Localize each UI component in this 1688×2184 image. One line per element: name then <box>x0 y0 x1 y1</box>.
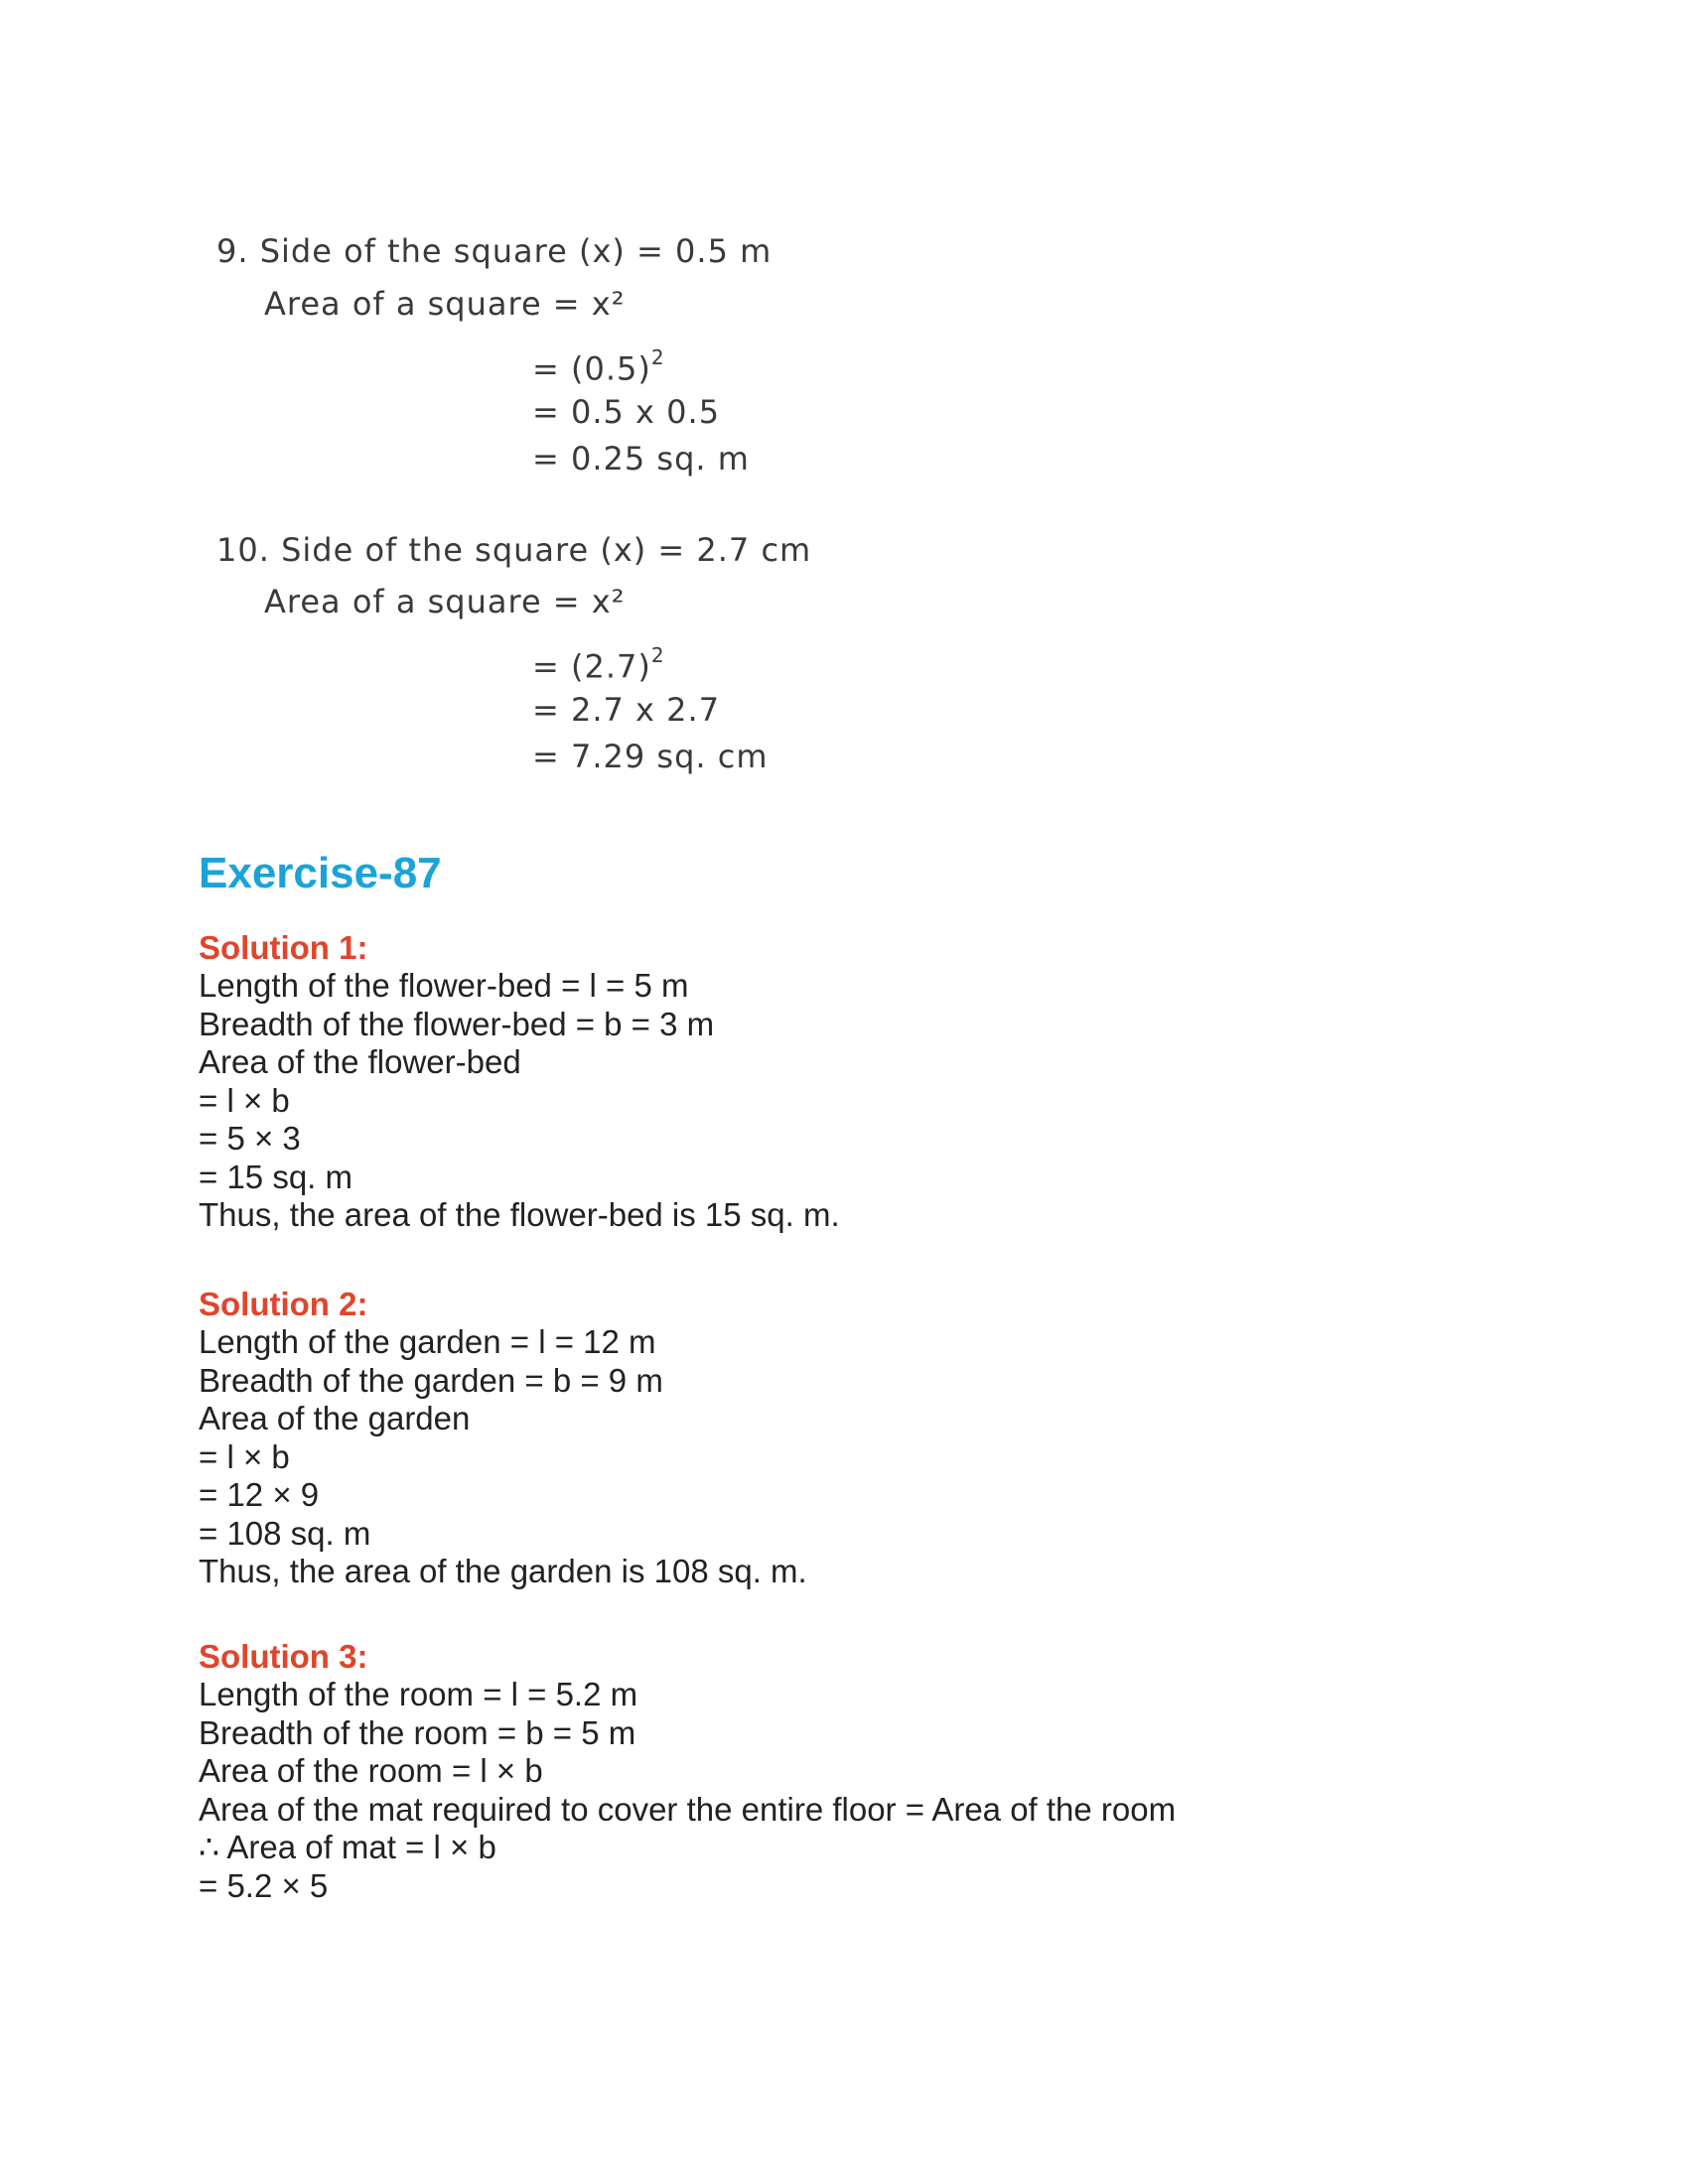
answer-9-step-1-base: = (0.5) <box>532 349 651 388</box>
solution-line: Area of the room = l × b <box>199 1752 543 1789</box>
solution-line: Area of the garden <box>199 1400 471 1436</box>
solution-2-heading: Solution 2: <box>199 1286 368 1322</box>
solution-line: Area of the mat required to cover the entire floor = Area of the room <box>199 1790 1177 1828</box>
solution-line: ∴ Area of mat = l × b <box>199 1829 496 1865</box>
solution-line: Breadth of the flower-bed = b = 3 m <box>199 1005 715 1042</box>
solution-line: = l × b <box>199 1081 290 1119</box>
answer-10-step-2: = 2.7 x 2.7 <box>532 691 721 729</box>
exercise-title: Exercise-87 <box>199 849 442 897</box>
solution-1 <box>199 929 1589 1235</box>
answer-9-statement-text: Side of the square (x) = 0.5 m <box>259 232 773 270</box>
answer-9-statement <box>216 231 772 271</box>
solution-line: Breadth of the room = b = 5 m <box>199 1713 636 1751</box>
solution-line: = 5 × 3 <box>199 1120 301 1157</box>
answer-10-number: 10. <box>216 531 270 569</box>
answer-9-number: 9. <box>216 232 249 270</box>
answer-9-step-3: = 0.25 sq. m <box>532 440 750 478</box>
solution-line: = 5.2 × 5 <box>199 1866 329 1904</box>
solution-line: = 12 × 9 <box>199 1476 320 1513</box>
solution-line: Thus, the area of the garden is 108 sq. m. <box>199 1553 807 1589</box>
solution-line: Length of the flower-bed = l = 5 m <box>199 967 689 1004</box>
solution-line: = l × b <box>199 1437 290 1475</box>
answer-10-step-1-exponent: 2 <box>650 643 665 667</box>
solution-line: Thus, the area of the flower-bed is 15 sq. m. <box>199 1196 840 1233</box>
answer-10-step-3: = 7.29 sq. cm <box>532 738 769 775</box>
solution-3-heading: Solution 3: <box>199 1638 368 1675</box>
answer-9-step-1-exponent: 2 <box>650 345 665 369</box>
solution-3 <box>199 1638 1589 1905</box>
solution-line: = 15 sq. m <box>199 1158 352 1195</box>
answer-10-formula: Area of a square = x² <box>264 583 626 620</box>
answer-9-formula: Area of a square = x² <box>264 285 626 323</box>
solution-2 <box>199 1286 1589 1591</box>
answer-10-statement <box>216 530 811 570</box>
solution-line: Breadth of the garden = b = 9 m <box>199 1361 663 1399</box>
answer-10-step-1 <box>532 639 665 687</box>
solution-line: Length of the garden = l = 12 m <box>199 1323 656 1360</box>
solution-line: Area of the flower-bed <box>199 1043 521 1080</box>
answer-10-statement-text: Side of the square (x) = 2.7 cm <box>281 531 812 569</box>
solution-line: Length of the room = l = 5.2 m <box>199 1676 638 1712</box>
answer-10-step-1-base: = (2.7) <box>532 647 651 686</box>
answer-9-step-1 <box>532 341 665 389</box>
answer-9-step-2: = 0.5 x 0.5 <box>532 393 721 431</box>
solution-1-heading: Solution 1: <box>199 929 368 966</box>
solution-line: = 108 sq. m <box>199 1514 371 1552</box>
